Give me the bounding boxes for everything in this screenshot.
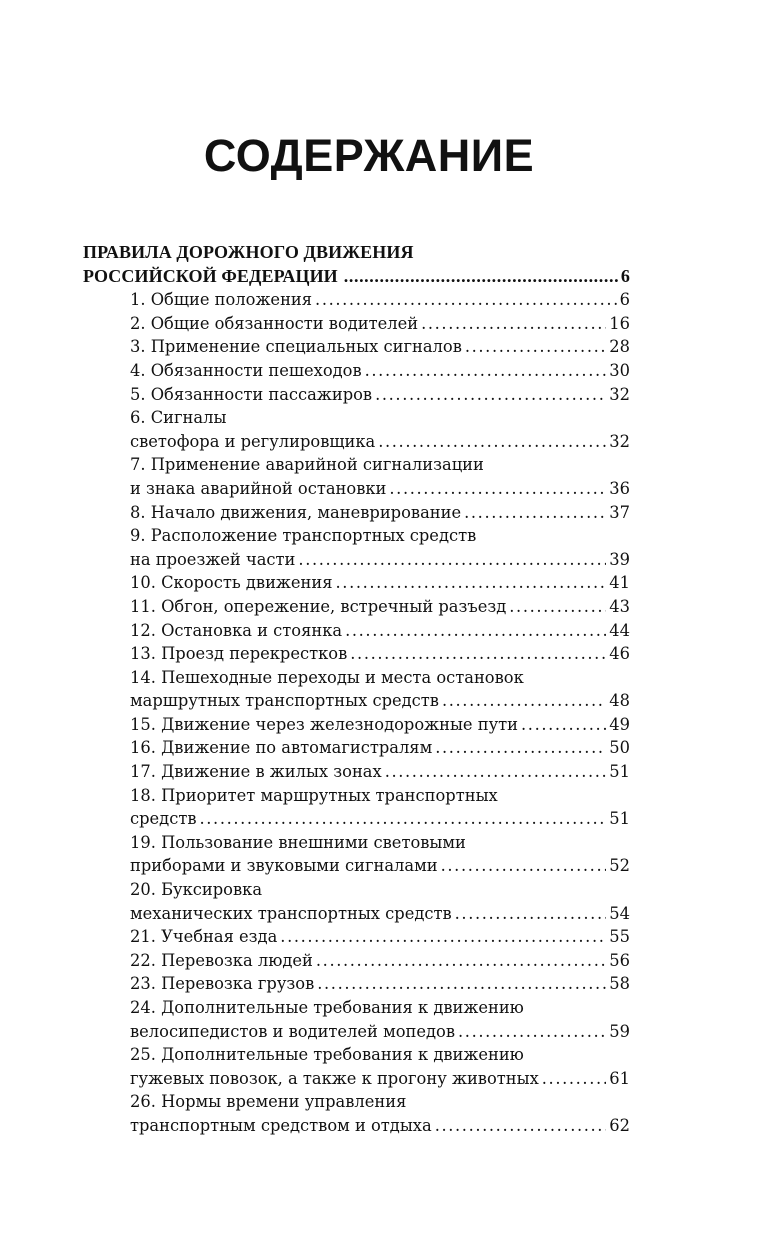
dot-leader bbox=[317, 972, 606, 996]
toc-entry[interactable] bbox=[83, 666, 630, 713]
toc-page-number: 6 bbox=[620, 265, 630, 286]
toc-entry-title: 14. Пешеходные переходы и места остановок bbox=[130, 667, 524, 687]
toc-page-number: 39 bbox=[609, 549, 630, 569]
dot-leader bbox=[336, 571, 607, 595]
toc-page-number: 44 bbox=[609, 620, 630, 640]
toc-entry-title: 9. Расположение транспортных средств bbox=[130, 526, 477, 546]
toc-entry[interactable] bbox=[83, 642, 630, 666]
toc-entry[interactable] bbox=[83, 736, 630, 760]
toc-entry-line bbox=[130, 925, 630, 949]
toc-entry-title: 6. Сигналы bbox=[130, 408, 227, 428]
toc-page-number: 51 bbox=[609, 809, 630, 829]
dot-leader bbox=[458, 1020, 606, 1044]
toc-entry-line bbox=[130, 335, 630, 359]
toc-page-number: 56 bbox=[609, 950, 630, 970]
toc-entry[interactable] bbox=[83, 571, 630, 595]
dot-leader bbox=[389, 477, 606, 501]
toc-entry[interactable] bbox=[83, 288, 630, 312]
toc-page-number: 51 bbox=[609, 762, 630, 782]
toc-entry-line bbox=[130, 689, 630, 713]
toc-entry-line bbox=[130, 784, 630, 808]
toc-entry-line bbox=[130, 760, 630, 784]
toc-entry[interactable] bbox=[83, 335, 630, 359]
toc-entry-title: 13. Проезд перекрестков bbox=[130, 644, 348, 664]
toc-entry-title: светофора и регулировщика bbox=[130, 431, 376, 451]
toc-entry[interactable] bbox=[83, 1043, 630, 1090]
dot-leader bbox=[455, 902, 607, 926]
toc-entry-title: 10. Скорость движения bbox=[130, 573, 333, 593]
toc-entry-title: велосипедистов и водителей мопедов bbox=[130, 1021, 456, 1041]
toc-page-number: 30 bbox=[609, 360, 630, 380]
toc-entry-title: 24. Дополнительные требования к движению bbox=[130, 998, 524, 1017]
dot-leader bbox=[441, 854, 607, 878]
toc-page-number: 32 bbox=[609, 384, 630, 404]
toc-entry-line bbox=[130, 453, 630, 477]
toc-entry-line bbox=[130, 430, 630, 454]
toc-entry-line bbox=[130, 807, 630, 831]
toc-entry[interactable] bbox=[83, 524, 630, 571]
toc-entry[interactable] bbox=[83, 925, 630, 949]
toc-section-traffic-rules[interactable] bbox=[83, 241, 630, 288]
dot-leader bbox=[280, 925, 606, 949]
toc-entry[interactable] bbox=[83, 784, 630, 831]
toc-page-number: 28 bbox=[609, 337, 630, 357]
toc-entry-title: 1. Общие положения bbox=[130, 290, 313, 310]
toc-entry[interactable] bbox=[83, 501, 630, 525]
toc-entry-title: 18. Приоритет маршрутных транспортных bbox=[130, 785, 498, 805]
dot-leader bbox=[365, 359, 607, 383]
toc-entry-title: 25. Дополнительные требования к движению bbox=[130, 1045, 524, 1065]
toc-entry-title: 11. Обгон, опережение, встречный разъезд bbox=[130, 596, 507, 616]
toc-entry[interactable] bbox=[83, 312, 630, 336]
toc-page-number: 6 bbox=[619, 290, 630, 310]
toc-entry[interactable] bbox=[83, 713, 630, 737]
toc-page-number: 36 bbox=[609, 478, 630, 498]
toc-entry-line bbox=[130, 524, 630, 548]
toc-entry-title: гужевых повозок, а также к прогону животных bbox=[130, 1068, 539, 1088]
toc-entry-title: 21. Учебная езда bbox=[130, 927, 278, 947]
dot-leader bbox=[442, 689, 606, 713]
toc-entry-title: 20. Буксировка bbox=[130, 880, 263, 900]
toc-entry[interactable] bbox=[83, 949, 630, 973]
toc-entry-line bbox=[130, 736, 630, 760]
toc-entry-title: 19. Пользование внешними световыми bbox=[130, 832, 466, 852]
dot-leader bbox=[298, 548, 606, 572]
dot-leader bbox=[315, 288, 617, 312]
toc-items bbox=[83, 288, 630, 1137]
toc-page-number: 52 bbox=[609, 856, 630, 876]
toc-entry-title: приборами и звуковыми сигналами bbox=[130, 856, 438, 876]
toc-entry-title: на проезжей части bbox=[130, 549, 296, 569]
dot-leader bbox=[435, 1114, 607, 1138]
toc-entry[interactable] bbox=[83, 619, 630, 643]
toc-entry-line bbox=[130, 1114, 630, 1138]
toc-page-number: 49 bbox=[609, 714, 630, 734]
dot-leader bbox=[316, 949, 606, 973]
dot-leader bbox=[509, 595, 606, 619]
toc-entry[interactable] bbox=[83, 1090, 630, 1137]
table-of-contents bbox=[83, 241, 630, 1138]
toc-entry[interactable] bbox=[83, 595, 630, 619]
toc-page-number: 54 bbox=[609, 903, 630, 923]
toc-entry-line bbox=[130, 383, 630, 407]
dot-leader bbox=[344, 265, 619, 289]
dot-leader bbox=[350, 642, 606, 666]
toc-entry[interactable] bbox=[83, 972, 630, 996]
toc-entry-line bbox=[130, 713, 630, 737]
toc-entry-title: 4. Обязанности пешеходов bbox=[130, 360, 362, 380]
toc-entry[interactable] bbox=[83, 996, 630, 1043]
toc-page-number: 59 bbox=[609, 1021, 630, 1041]
toc-page-number: 16 bbox=[609, 313, 630, 333]
toc-section-title-line1: ПРАВИЛА ДОРОЖНОГО ДВИЖЕНИЯ bbox=[83, 242, 414, 262]
toc-entry-line bbox=[130, 831, 630, 855]
toc-entry[interactable] bbox=[83, 383, 630, 407]
toc-entry-title: маршрутных транспортных средств bbox=[130, 691, 439, 711]
dot-leader bbox=[385, 760, 607, 784]
toc-entry-line bbox=[130, 1020, 630, 1044]
toc-page-number: 50 bbox=[609, 738, 630, 758]
toc-entry-title: 3. Применение специальных сигналов bbox=[130, 337, 462, 357]
toc-page-number: 46 bbox=[609, 644, 630, 664]
toc-entry-line bbox=[130, 642, 630, 666]
toc-entry-title: 5. Обязанности пассажиров bbox=[130, 384, 373, 404]
toc-entry-line bbox=[130, 878, 630, 902]
toc-entry-line bbox=[130, 477, 630, 501]
toc-entry-line bbox=[130, 902, 630, 926]
toc-page-number: 58 bbox=[609, 974, 630, 994]
toc-entry-line bbox=[130, 312, 630, 336]
dot-leader bbox=[200, 807, 607, 831]
toc-page-number: 43 bbox=[609, 596, 630, 616]
toc-entry-title: и знака аварийной остановки bbox=[130, 478, 387, 498]
toc-entry-line bbox=[130, 571, 630, 595]
toc-entry-title: транспортным средством и отдыха bbox=[130, 1115, 432, 1135]
toc-entry-title: 16. Движение по автомагистралям bbox=[130, 738, 433, 758]
toc-page-number: 32 bbox=[609, 431, 630, 451]
toc-entry-line bbox=[130, 548, 630, 572]
toc-entry-title: 2. Общие обязанности водителей bbox=[130, 313, 419, 333]
dot-leader bbox=[435, 736, 606, 760]
toc-entry-title: 12. Остановка и стоянка bbox=[130, 620, 343, 640]
toc-entry-title: 17. Движение в жилых зонах bbox=[130, 762, 382, 782]
dot-leader bbox=[542, 1067, 607, 1091]
toc-entry-title: механических транспортных средств bbox=[130, 903, 452, 923]
toc-entry-line bbox=[130, 595, 630, 619]
toc-entry-title: 15. Движение через железнодорожные пути bbox=[130, 714, 519, 734]
dot-leader bbox=[521, 713, 606, 737]
toc-entry[interactable] bbox=[83, 406, 630, 453]
dot-leader bbox=[464, 501, 606, 525]
dot-leader bbox=[375, 383, 606, 407]
toc-entry[interactable] bbox=[83, 453, 630, 500]
toc-entry-title: средств bbox=[130, 809, 197, 829]
toc-section-line bbox=[83, 265, 630, 289]
toc-entry-line bbox=[130, 1043, 630, 1067]
dot-leader bbox=[465, 335, 606, 359]
toc-entry-line bbox=[130, 1090, 630, 1114]
dot-leader bbox=[421, 312, 606, 336]
toc-entry-title: 23. Перевозка грузов bbox=[130, 974, 315, 994]
toc-page-number: 62 bbox=[609, 1115, 630, 1135]
toc-entry[interactable] bbox=[83, 878, 630, 925]
toc-section-line bbox=[83, 241, 630, 265]
toc-entry-title: 26. Нормы времени управления bbox=[130, 1092, 407, 1112]
toc-entry[interactable] bbox=[83, 359, 630, 383]
toc-entry-line bbox=[130, 949, 630, 973]
toc-entry-line bbox=[130, 1067, 630, 1091]
toc-entry[interactable] bbox=[83, 831, 630, 878]
toc-entry-line bbox=[130, 359, 630, 383]
toc-entry-line bbox=[130, 996, 630, 1020]
toc-entry-line bbox=[130, 288, 630, 312]
toc-page-number: 41 bbox=[609, 573, 630, 593]
dot-leader bbox=[378, 430, 606, 454]
dot-leader bbox=[345, 619, 606, 643]
toc-section-title-line2: РОССИЙСКОЙ ФЕДЕРАЦИИ bbox=[83, 265, 338, 286]
toc-page-number: 37 bbox=[609, 502, 630, 522]
toc-entry-line bbox=[130, 501, 630, 525]
toc-entry-title: 7. Применение аварийной сигнализации bbox=[130, 455, 484, 475]
page-title: СОДЕРЖАНИЕ bbox=[203, 130, 535, 181]
toc-entry-line bbox=[130, 406, 630, 430]
toc-page-number: 48 bbox=[609, 691, 630, 711]
toc-entry-line bbox=[130, 854, 630, 878]
toc-entry-line bbox=[130, 619, 630, 643]
toc-page-number: 55 bbox=[609, 927, 630, 947]
toc-entry[interactable] bbox=[83, 760, 630, 784]
toc-entry-title: 8. Начало движения, маневрирование bbox=[130, 502, 462, 522]
toc-page-number: 61 bbox=[609, 1068, 630, 1088]
toc-entry-title: 22. Перевозка людей bbox=[130, 950, 313, 970]
toc-entry-line bbox=[130, 972, 630, 996]
toc-entry-line bbox=[130, 666, 630, 690]
